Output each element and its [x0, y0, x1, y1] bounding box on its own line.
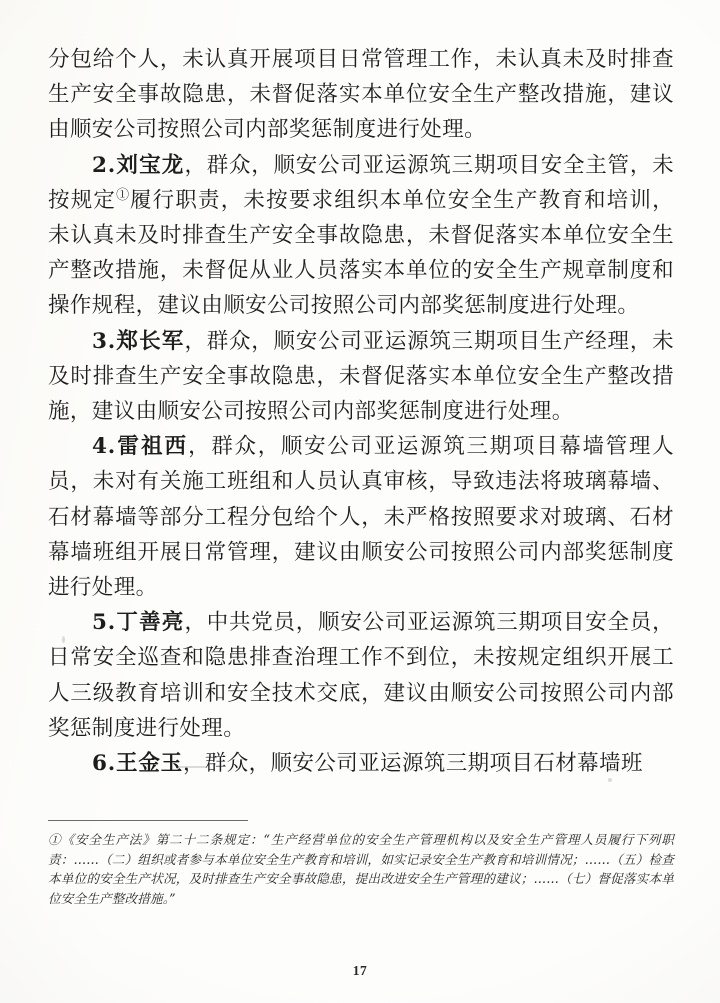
item-lead-6: 6.王金玉: [92, 751, 183, 777]
item-text-5: ，中共党员，顺安公司亚运源筑三期项目安全员，日常安全巡查和隐患排查治理工作不到位，未按规定组织开展工人三级教育培训和安全技术交底，建议由顺安公司按照公司内部奖惩制度进行处理。: [48, 610, 674, 741]
footnote-area: [48, 820, 674, 908]
item-text-4: ，群众，顺安公司亚运源筑三期项目幕墙管理人员，未对有关施工班组和人员认真审核，导致违法将玻璃幕墙、石材幕墙等部分工程分包给个人，未严格按照要求对玻璃、石材幕墙班组开展日常管理，建议由顺安公司按照公司内部奖惩制度进行处理。: [48, 434, 674, 601]
paragraph-item-4: [48, 429, 674, 605]
document-body: [48, 42, 674, 781]
item-lead-3: 3.郑长军: [92, 328, 185, 354]
paragraph-text: 分包给个人，未认真开展项目日常管理工作，未认真未及时排查生产安全事故隐患，未督促落实本单位安全生产整改措施，建议由顺安公司按照公司内部奖惩制度进行处理。: [48, 47, 674, 143]
paragraph-item-5: [48, 605, 674, 746]
item-text-2-before-ref: ，群众，顺安公司亚运源筑三期项目安全主管，未按规定: [48, 152, 674, 213]
item-text-6: ，群众，顺安公司亚运源筑三期项目石材幕墙班: [182, 751, 643, 777]
item-lead-5: 5.丁善亮: [92, 610, 185, 636]
footnote-text: ①《安全生产法》第二十二条规定：“生产经营单位的安全生产管理机构以及安全生产管理人员履行下列职责：……（二）组织或者参与本单位安全生产教育和培训，如实记录安全生产教育和培训情况；……（五）检查本单位的安全生产状况，及时排查生产安全事故隐患，提出改进安全生产管理的建议；……（七）督促落实本单位安全生产整改措施。”: [48, 832, 674, 906]
paragraph-continuation: [48, 42, 674, 148]
item-text-3: ，群众，顺安公司亚运源筑三期项目生产经理，未及时排查生产安全事故隐患，未督促落实本单位安全生产整改措施，建议由顺安公司按照公司内部奖惩制度进行处理。: [48, 328, 674, 425]
paragraph-item-6: [48, 746, 674, 781]
item-text-2-after-ref: 履行职责，未按要求组织本单位安全生产教育和培训，未认真未及时排查生产安全事故隐患，未督促落实本单位安全生产整改措施，未督促从业人员落实本单位的安全生产规章制度和操作规程，建议由顺安公司按照公司内部奖惩制度进行处理。: [48, 187, 674, 319]
footnote-separator-rule: [48, 820, 248, 821]
page-number: 17: [352, 963, 368, 978]
paragraph-item-2: [48, 148, 674, 324]
item-lead-2: 2.刘宝龙: [92, 152, 185, 178]
footnote-reference-marker[interactable]: ①: [116, 187, 130, 203]
item-lead-4: 4.雷祖西: [92, 434, 189, 460]
paragraph-item-3: [48, 324, 674, 430]
